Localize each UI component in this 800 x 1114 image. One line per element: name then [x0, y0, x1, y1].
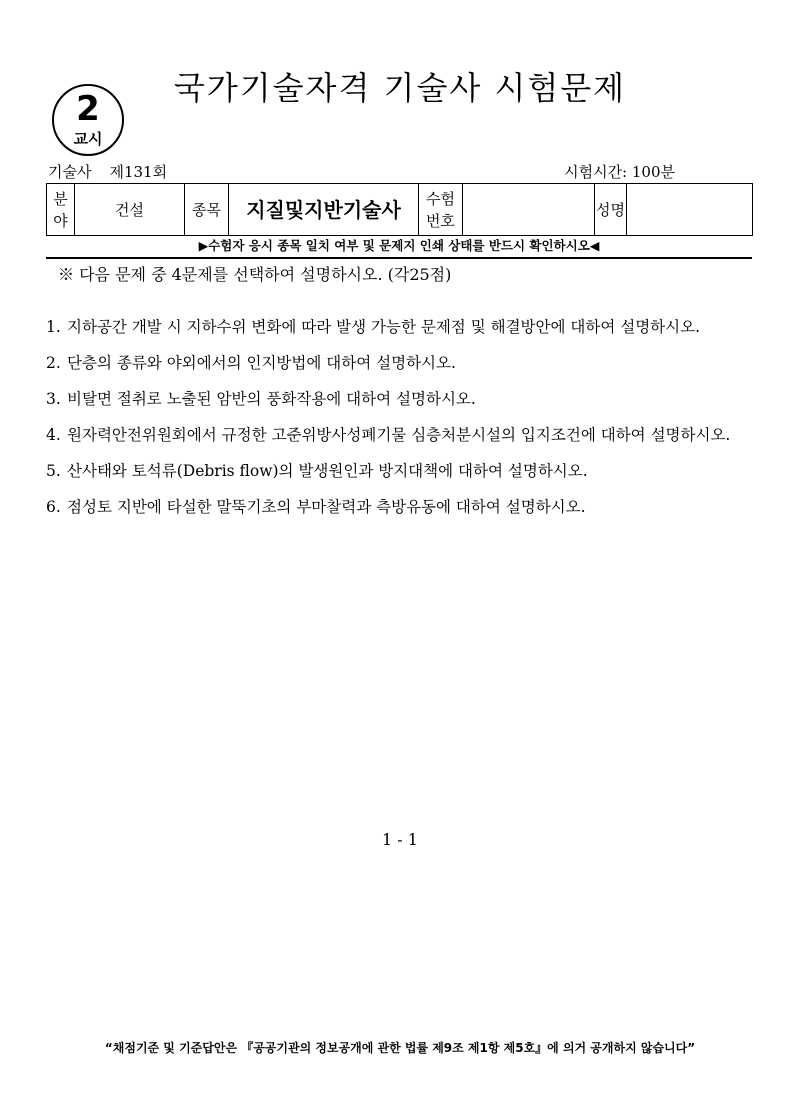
- question-text: 단층의 종류와 야외에서의 인지방법에 대하여 설명하시오.: [67, 354, 456, 372]
- exam-number-field[interactable]: [463, 184, 595, 236]
- exam-round: 제131회: [109, 163, 168, 181]
- question-item: [46, 422, 758, 449]
- question-item: [46, 494, 758, 521]
- question-number: 2.: [46, 354, 61, 372]
- question-number: 5.: [46, 462, 61, 480]
- name-label: 성명: [595, 184, 627, 236]
- question-text: 점성토 지반에 타설한 말뚝기초의 부마찰력과 측방유동에 대하여 설명하시오.: [67, 498, 586, 516]
- divider: [46, 257, 752, 259]
- exam-time: 시험시간: 100분: [564, 163, 675, 181]
- question-text: 산사태와 토석류(Debris flow)의 발생원인과 방지대책에 대하여 설명하시오.: [67, 462, 588, 480]
- footer-disclaimer: “채점기준 및 기준답안은 『공공기관의 정보공개에 관한 법률 제9조 제1항 제5호』에 의거 공개하지 않습니다”: [104, 1041, 696, 1055]
- period-label: 교시: [73, 130, 103, 148]
- question-list: [46, 314, 758, 530]
- item-label: 종목: [185, 184, 229, 236]
- question-text: 지하공간 개발 시 지하수위 변화에 따라 발생 가능한 문제점 및 해결방안에 대하여 설명하시오.: [67, 318, 701, 336]
- exam-number-label: 수험번호: [419, 184, 463, 236]
- question-number: 4.: [46, 426, 61, 444]
- field-label: 분야: [47, 184, 75, 236]
- name-field[interactable]: [627, 184, 753, 236]
- field-value: 건설: [75, 184, 185, 236]
- page-number: 1 - 1: [382, 830, 418, 849]
- question-number: 6.: [46, 498, 61, 516]
- question-number: 1.: [46, 318, 61, 336]
- question-item: [46, 314, 758, 341]
- notice-text: ▶수험자 응시 종목 일치 여부 및 문제지 인쇄 상태를 반드시 확인하시오◀: [198, 238, 600, 253]
- question-number: 3.: [46, 390, 61, 408]
- question-text: 원자력안전위원회에서 규정한 고준위방사성폐기물 심층처분시설의 입지조건에 대하여 설명하시오.: [67, 426, 731, 444]
- exam-info-table: [46, 183, 753, 236]
- question-item: [46, 458, 758, 485]
- question-text: 비탈면 절취로 노출된 암반의 풍화작용에 대하여 설명하시오.: [67, 390, 476, 408]
- instruction-text: ※ 다음 문제 중 4문제를 선택하여 설명하시오. (각25점): [58, 265, 452, 284]
- question-item: [46, 386, 758, 413]
- period-badge: [52, 84, 124, 156]
- exam-category: 기술사: [48, 163, 92, 181]
- item-value: 지질및지반기술사: [229, 184, 419, 236]
- question-item: [46, 350, 758, 377]
- exam-round-info: [48, 163, 185, 181]
- page-title: 국가기술자격 기술사 시험문제: [173, 69, 627, 107]
- period-number: 2: [76, 89, 100, 129]
